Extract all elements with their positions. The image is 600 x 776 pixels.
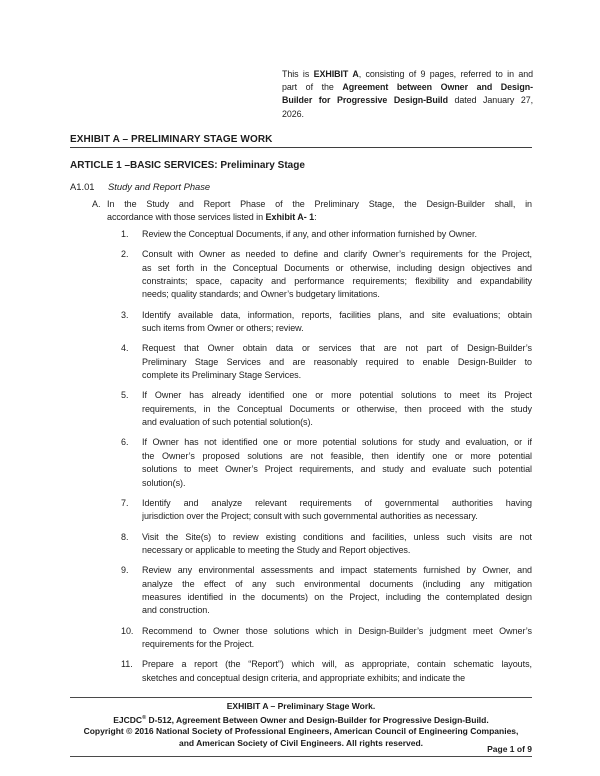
exhibit-title: EXHIBIT A – PRELIMINARY STAGE WORK	[70, 134, 273, 145]
list-item-text	[142, 228, 532, 241]
text-line: measures identified in the documents) on the Project, including the contemplated design	[142, 591, 532, 602]
text-line: analyze the effect of any such environmental documents (including any mitigation	[142, 578, 532, 589]
list-item-number: 1.	[121, 229, 129, 239]
text-line: If Owner has not identified one or more potential solutions for study and evaluation, or if	[142, 437, 532, 448]
list-item-number: 4.	[121, 343, 129, 354]
list-item-text	[142, 564, 532, 617]
list-item	[121, 436, 532, 489]
list-item	[121, 309, 532, 336]
text-line: the Owner’s proposed solutions are not feasible, then identify one or more potential	[142, 450, 532, 461]
text-line: necessary or applicable to meeting the Study and Report objectives.	[142, 544, 411, 555]
list-item	[121, 228, 532, 241]
list-item-text	[142, 625, 532, 652]
article-heading: ARTICLE 1 –BASIC SERVICES: Preliminary Stage	[70, 160, 305, 171]
text-line: accordance with those services listed in Exhibit A- 1:	[107, 212, 317, 223]
list-item-number: 3.	[121, 309, 129, 320]
paragraph-a-text	[107, 198, 532, 225]
list-item-number: 11.	[121, 659, 133, 670]
text-line: Preliminary Stage Services and are reasonably required to enable Design-Builder to	[142, 356, 532, 367]
list-item	[121, 342, 532, 382]
text-line: needs; quality standards; and Owner’s budgetary limitations.	[142, 289, 380, 300]
list-item	[121, 625, 532, 652]
list-item	[121, 389, 532, 429]
exhibit-notice-paragraph	[282, 68, 533, 121]
list-item-text	[142, 309, 532, 336]
paragraph-a	[92, 198, 532, 225]
text-line: Visit the Site(s) to review existing conditions and facilities, unless such visits are not	[142, 531, 532, 542]
text-line: solution(s).	[142, 477, 186, 488]
list-item-number: 10.	[121, 625, 134, 636]
text-line: requirements, in the Conceptual Documents or otherwise, then proceed with the study	[142, 403, 532, 414]
list-item-number: 5.	[121, 390, 129, 401]
text-line: Identify available data, information, reports, facilities plans, and site evaluations; obtain	[142, 309, 532, 320]
paragraph-a-marker: A.	[92, 199, 101, 209]
list-item	[121, 248, 532, 301]
text-line: Builder for Progressive Design-Build dated January 27,	[282, 95, 533, 106]
text-line: Prepare a report (the “Report”) which will, as appropriate, contain schematic layouts,	[142, 659, 532, 670]
footer-line: EXHIBIT A – Preliminary Stage Work.	[226, 701, 376, 711]
footer-top-rule	[70, 697, 532, 698]
list-item-text	[142, 531, 532, 558]
list-item-number: 2.	[121, 249, 129, 260]
text-line: constraints; space, capacity and performance requirements; flexibility and expandability	[142, 276, 532, 287]
text-line: Request that Owner obtain data or services that are not part of Design-Builder’s	[142, 343, 532, 354]
footer-line: Copyright © 2016 National Society of Professional Engineers, American Council of Engineering Companies,	[83, 726, 519, 737]
text-line: sketches and conceptual design criteria, and appropriate exhibits; and indicate the	[142, 672, 466, 683]
text-line: This is EXHIBIT A, consisting of 9 pages, referred to in and	[282, 69, 533, 79]
text-line: requirements for the Project.	[142, 638, 255, 649]
text-line: as set forth in the Conceptual Documents or otherwise, including design objectives and	[142, 262, 532, 273]
text-line: Identify and analyze relevant requirements of governmental authorities having	[142, 497, 532, 508]
list-item-text	[142, 248, 532, 301]
text-line: Consult with Owner as needed to define and clarify Owner’s requirements for the Project,	[142, 249, 532, 260]
list-item-text	[142, 497, 532, 524]
list-item	[121, 497, 532, 524]
footer-line: EJCDC® D-512, Agreement Between Owner and Design-Builder for Progressive Design-Build.	[113, 714, 489, 725]
list-item-text	[142, 658, 532, 685]
text-line: If Owner has already identified one or more potential solutions to meet its Project	[142, 390, 532, 401]
list-item-text	[142, 342, 532, 382]
text-line: jurisdiction over the Project; consult with such governmental authorities as necessary.	[142, 511, 478, 522]
text-line: complete its Preliminary Stage Services.	[142, 370, 302, 381]
text-line: Review any environmental assessments and impact statements furnished by Owner, and	[142, 565, 532, 576]
list-item-number: 6.	[121, 437, 129, 448]
text-line: In the Study and Report Phase of the Preliminary Stage, the Design-Builder shall, in	[107, 199, 532, 209]
text-line: solutions to meet Owner’s Project requirements, and study and evaluate such potential	[142, 464, 532, 475]
text-line: such items from Owner or others; review.	[142, 323, 304, 334]
section-title: Study and Report Phase	[108, 181, 211, 192]
list-item-text	[142, 436, 532, 489]
title-rule	[70, 147, 532, 148]
list-item	[121, 658, 532, 685]
section-number: A1.01	[70, 181, 95, 192]
section-heading	[70, 181, 532, 192]
text-line: Review the Conceptual Documents, if any, and other information furnished by Owner.	[142, 229, 477, 239]
footer-line: and American Society of Civil Engineers. All rights reserved.	[178, 737, 424, 748]
list-item-number: 7.	[121, 497, 129, 508]
list-item-text	[142, 389, 532, 429]
text-line: Recommend to Owner those solutions which in Design-Builder’s judgment meet Owner’s	[142, 625, 532, 636]
page-footer	[70, 701, 532, 749]
list-item	[121, 564, 532, 617]
text-line: and evaluation of such potential solution(s).	[142, 417, 313, 428]
text-line: 2026.	[282, 108, 304, 119]
page-number-label: Page 1 of 9	[487, 744, 532, 754]
numbered-list	[121, 228, 532, 692]
footer-bottom-rule	[70, 756, 532, 757]
list-item-number: 8.	[121, 531, 129, 542]
list-item	[121, 531, 532, 558]
list-item-number: 9.	[121, 565, 129, 576]
text-line: part of the Agreement between Owner and Design-	[282, 82, 533, 93]
text-line: and construction.	[142, 605, 210, 616]
